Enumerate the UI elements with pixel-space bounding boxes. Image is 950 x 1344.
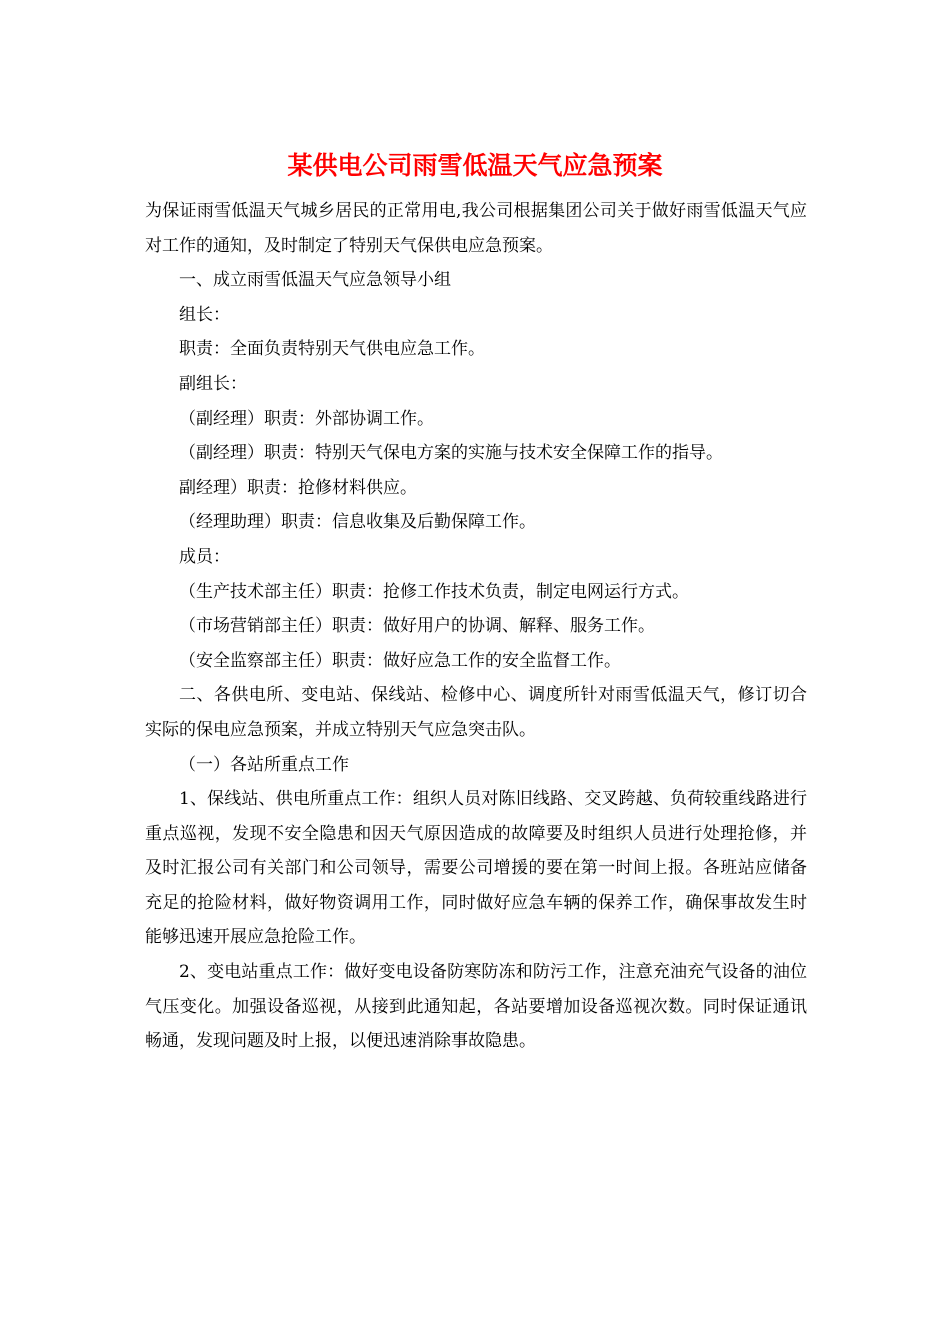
document-body [145,194,807,1059]
paragraph-members-label: 成员： [179,546,230,567]
paragraph-deputy-label: 副组长： [179,373,247,394]
document-title: 某供电公司雨雪低温天气应急预案 [287,151,663,180]
paragraph-intro: 为保证雨雪低温天气城乡居民的正常用电,我公司根据集团公司关于做好雨雪低温天气应对工作的通知，及时制定了特别天气保供电应急预案。 [145,201,807,256]
paragraph-deputy-duty-2: （副经理）职责：特别天气保电方案的实施与技术安全保障工作的指导。 [179,443,723,464]
section-heading-1: 一、成立雨雪低温天气应急领导小组 [179,270,451,291]
section-heading-2: 二、各供电所、变电站、保线站、检修中心、调度所针对雨雪低温天气，修订切合实际的保电应急预案，并成立特别天气应急突击队。 [145,685,807,740]
paragraph-leader-duty: 职责：全面负责特别天气供电应急工作。 [179,339,485,360]
paragraph-deputy-duty-3: 副经理）职责：抢修材料供应。 [179,477,417,498]
paragraph-leader-label: 组长： [179,304,230,325]
paragraph-assistant-duty: （经理助理）职责：信息收集及后勤保障工作。 [179,512,536,533]
paragraph-item-1: 1、保线站、供电所重点工作：组织人员对陈旧线路、交叉跨越、负荷较重线路进行重点巡视，发现不安全隐患和因天气原因造成的故障要及时组织人员进行处理抢修，并及时汇报公司有关部门和公司领导，需要公司增援的要在第一时间上报。各班站应储备充足的抢险材料，做好物资调用工作，同时做好应急车辆的保养工作，确保事故发生时能够迅速开展应急抢险工作。 [145,789,807,948]
paragraph-item-2: 2、变电站重点工作：做好变电设备防寒防冻和防污工作，注意充油充气设备的油位气压变化。加强设备巡视，从接到此通知起，各站要增加设备巡视次数。同时保证通讯畅通，发现问题及时上报，以便迅速消除事故隐患。 [145,962,807,1052]
paragraph-member-duty-2: （市场营销部主任）职责：做好用户的协调、解释、服务工作。 [179,616,655,637]
paragraph-member-duty-3: （安全监察部主任）职责：做好应急工作的安全监督工作。 [179,650,621,671]
paragraph-deputy-duty-1: （副经理）职责：外部协调工作。 [179,408,434,429]
paragraph-member-duty-1: （生产技术部主任）职责：抢修工作技术负责，制定电网运行方式。 [179,581,689,602]
subsection-heading-1: （一）各站所重点工作 [179,754,349,775]
